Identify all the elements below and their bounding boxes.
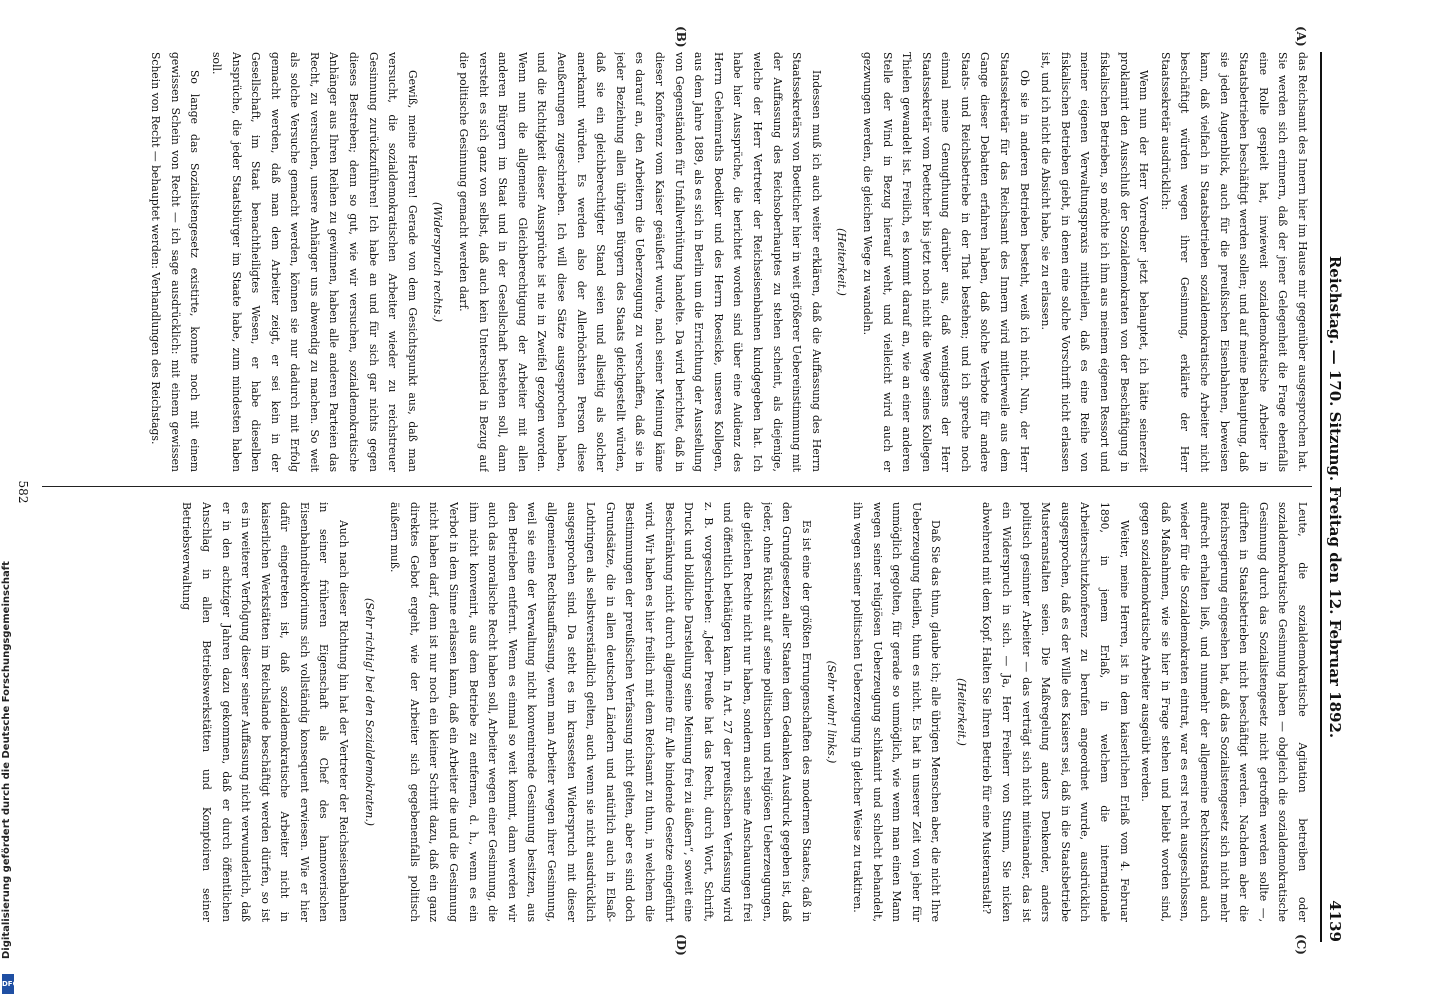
paragraph: Ob sie in anderen Betrieben besteht, weiß ich nicht. Nun, der Herr Staatssekretär für das Reichsamt des Innern wird mittlerweile aus dem Gange dieser Debatten erfahren haben, daß solche Verbote für andere Staats- und Reichsbetriebe in der That bestehen; und ich spreche noch einmal meine Genugthuung darüber aus, daß wenigstens der Herr Staatssekretär vom Poettcher bis jetzt noch nicht die Wege seines Kollegen Thielen gewandelt ist. Freilich, es kommt darauf an, wie an einer anderen Stelle der Wind in Bezug hierauf weht, und vielleicht wird auch er gezwungen werden, die gleichen Wege zu wandeln.	[860, 52, 1031, 472]
column-divider	[42, 486, 1312, 487]
interjection: (Sehr richtig! bei den Sozialdemokraten.)	[362, 598, 376, 826]
paragraph: Auch nach dieser Richtung hin hat der Vertreter der Reichseisenbahnen in seiner früheren Eigenschaft als Chef des hannoverischen Eisenbahndirektoriums sich vollständig konsequent erwiesen. Wie er hier dafür eingetreten ist, daß sozialdemokratische Arbeiter nicht in kaiserlichen Werkstätten im Reichslande beschäftigt werden dürfen, so ist es in weiterer Verfolgung dieser seiner Auffassung nicht verwunderlich, daß er in den achtziger Jahren dazu gekommen, daß er durch öffentlichen Anschlag in allen Betriebswerkstätten und Komptoiren seiner Betriebsverwaltung	[180, 502, 351, 922]
interjection: (Widerspruch rechts.)	[431, 201, 445, 323]
paragraph: Daß Sie das thun, glaube ich; alle übrigen Menschen aber, die nicht Ihre Ueberzeugung theilen, thun es nicht. Es hat in unserer Zeit von jeher für unmöglich gegolten, für gerade so unmöglich, wie wenn man einen Mann wegen seiner religiösen Ueberzeugung schikanirt und schlecht behandelt, ihn wegen seiner politischen Ueberzeugung in gleicher Weise zu traktiren.	[850, 502, 943, 922]
margin-marker-c: (C)	[1294, 934, 1308, 955]
paragraph: das Reichsamt des Innern hier im Hause mir gegenüber ausgesprochen hat. Sie werden sich erinnern, daß der jener Gelegenheit die Frage ebenfalls eine Rolle gespielt hat, inwieweit sozialdemokratische Arbeiter in Staatsbetrieben beschäftigt werden sollen; und auf meine Behauptung, daß sie jeden Augenblick, auch für die preußischen Eisenbahnen, beweisen kann, daß vielfach in Staatsbetrieben sozialdemokratische Arbeiter nicht beschäftigt würden wegen ihrer Gesinnung, erklärte der Herr Staatssekretär ausdrücklich:	[1158, 52, 1309, 472]
interjection: (Heiterkeit.)	[835, 228, 849, 296]
margin-marker-b: (B)	[674, 26, 688, 48]
footer-page-number: 582	[16, 480, 30, 504]
digitization-banner	[1, 4, 19, 994]
header-title: Reichstag. — 170. Sitzung. Freitag den 12. Februar 1892.	[1326, 255, 1344, 739]
paragraph: Es ist eine der größten Errungenschaften des modernen Staates, daß in den Grundgesetzen aller Staaten dem Gedanken Ausdruck gegeben ist, daß jeder, ohne Rücksicht auf seine politischen und religiösen Ueberzeugungen, die gleichen Rechte nicht nur haben, sondern auch seine Anschauungen frei und öffentlich bethätigen kann. In Art. 27 der preußischen Verfassung wird z. B. vorgeschrieben: „Jeder Preuße hat das Recht, durch Wort, Schrift, Druck und bildliche Darstellung seine Meinung frei zu äußern“, soweit eine Beschränkung nicht durch allgemeine für Alle bindende Gesetze eingeführt wird. Wir haben es hier freilich mit dem Reichsamt zu thun, in welchem die Bestimmungen der preußischen Verfassung nicht gelten, aber es sind doch Grundsätze, die in allen deutschen Ländern und natürlich auch in Elsaß-Lothringen als selbstverständlich gelten, auch wenn sie nicht ausdrücklich ausgesprochen sind. Da steht es im krassesten Widerspruch mit dieser allgemeinen Rechtsauffassung, wenn man Arbeiter wegen ihrer Gesinnung, weil sie eine der Verwaltung nicht konvenirende Gesinnung besitzen, aus den Betrieben entfernt. Wenn es einmal so weit kommt, dann werden wir auch das moralische Recht haben soll, Arbeiter wegen einer Gesinnung, die ihm nicht konvenirt, aus dem Betriebe zu entfernen, d. h., wenn es ein Verbot in dem Sinne erlassen kann, daß ein Arbeiter die und die Gesinnung nicht haben darf, denn ist nur noch ein kleiner Schritt dazu, daß ein ganz direktes Gebot ergeht, wie der Arbeiter sich gegebenenfalls politisch äußern muß.	[388, 502, 813, 922]
margin-marker-a: (A)	[1294, 26, 1308, 47]
margin-marker-d: (D)	[674, 934, 688, 956]
interjection: (Sehr wahr! links.)	[825, 660, 839, 764]
right-column	[42, 502, 1312, 922]
left-column	[42, 52, 1312, 472]
digitization-credit: Digitalisierung gefördert durch die Deutsche Forschungsgemeinschaft	[1, 561, 12, 959]
paragraph: Leute, die sozialdemokratische Agitation betreiben oder sozialdemokratische Gesinnung haben — obgleich die sozialdemokratische Gesinnung durch das Sozialistengesetz nicht getroffen werden sollte —, dürften in Staatsbetrieben nicht beschäftigt werden. Nachdem aber die Reichsregierung eingesehen hat, daß das Sozialistengesetz sich nicht mehr aufrecht erhalten ließ, und nunmehr der allgemeine Rechtszustand auch wieder für die Sozialdemokraten eintrat, war es erst recht ausgeschlossen, daß Maßnahmen, wie sie hier in Frage stehen und beliebt worden sind, gegen sozialdemokratische Arbeiter ausgeübt werden.	[1139, 502, 1309, 922]
interjection: (Heiterkeit.)	[954, 678, 968, 746]
header-page-number: 4139	[1326, 900, 1344, 942]
paragraph: Gewiß, meine Herren! Gerade von dem Gesichtspunkt aus, daß man versucht, die sozialdemokratischen Arbeiter wieder zu reichstreuer Gesinnung zurückzuführen! Ich habe an und für sich gar nichts gegen dieses Bestreben; denn so gut, wie wir versuchen, sozialdemokratische Anhänger aus Ihren Reihen zu gewinnen, haben alle anderen Parteien das Recht, zu versuchen, unsere Anhänger uns abwendig zu machen. So weit als solche Versuche gemacht werden, können sie nur dadurch mit Erfolg gemacht werden, daß man dem Arbeiter zeigt, er sei kein in der Gesellschaft, im Staat benachtheiligtes Wesen, er habe dieselben Ansprüche, die jeder Staatsbürger im Staate habe, zum mindesten haben soll.	[209, 52, 419, 472]
paragraph: Weiter, meine Herren, ist in dem kaiserlichen Erlaß vom 4. Februar 1890, in jenem Erlaß, in welchem die internationale Arbeiterschutzkonferenz zu berufen angeordnet wurde, ausdrücklich ausgesprochen, daß es der Wille des Kaisers sei, daß in die Staatsbetriebe Musteranstalten seien. Die Maßregelung anders Denkender, anders politisch gesinnter Arbeiter — das verträgt sich nicht miteinander, das ist ein Widerspruch in sich. — Ja, Herr Freiherr von Stumm, Sie nicken abwehrend mit dem Kopf. Halten Sie Ihren Betrieb für eine Musteranstalt?	[980, 502, 1131, 922]
dfg-logo-icon: DFG	[2, 974, 14, 994]
paragraph: Indessen muß ich auch weiter erklären, daß die Auffassung des Herrn Staatssekretärs von Boetticher hier in weit größerer Uebereinstimmung mit der Auffassung des Reichsoberhauptes zu stehen scheint, als diejenige, welche der Herr Vertreter der Reichseisenbahnen kundgegeben hat. Ich habe hier Aussprüche, die berichtet worden sind über eine Audienz des Herrn Geheimraths Boediker und des Herrn Roesicke, unseres Kollegen, aus dem Jahre 1889, als es sich in Berlin um die Errichtung der Ausstellung von Gegenständen für Unfallverhütung handelte. Da wird berichtet, daß in dieser Konferenz vom Kaiser geäußert wurde, nach seiner Meinung käme es darauf an, den Arbeitern die Ueberzeugung zu verschaffen, daß sie in jeder Beziehung allen übrigen Bürgern des Staats gleichgestellt würden, daß sie ein gleichberechtigter Stand seien und allseitig als solcher anerkannt würden. Es werden also der Allerhöchsten Person diese Aeußerungen zugeschrieben. Ich will diese Sätze ausgesprochen haben, und die Richtigkeit dieser Aussprüche ist nie in Zweifel gezogen worden. Wenn nun die allgemeine Gleichberechtigung der Arbeiter mit allen anderen Bürgern im Staat und in der Gesellschaft bestehen soll, dann versteht es sich ganz von selbst, daß auch kein Unterschied in Bezug auf die politische Gesinnung gemacht werden darf.	[457, 52, 823, 472]
scanned-page	[0, 12, 1368, 972]
quote-paragraph: Wenn nun der Herr Vorredner jetzt behauptet, ich hätte seinerzeit proklamirt den Ausschluß der Sozialdemokraten von der Beschäftigung in fiskalischen Betrieben, so möchte ich ihm aus meinem eigenen Ressort und meiner eigenen Verwaltungspraxis mittheilen, daß es eine Reihe von fiskalischen Betrieben giebt, in denen eine solche Vorschrift nicht erlassen ist, und ich nicht die Absicht habe, sie zu erlassen.	[1039, 52, 1151, 472]
paragraph: So lange das Sozialistengesetz existirte, konnte noch mit einem gewissen Schein von Recht — ich sage ausdrücklich: mit einem gewissen Schein von Recht — behauptet werden: Verhandlungen des Reichstags.	[149, 52, 202, 472]
page-header	[1320, 52, 1346, 942]
